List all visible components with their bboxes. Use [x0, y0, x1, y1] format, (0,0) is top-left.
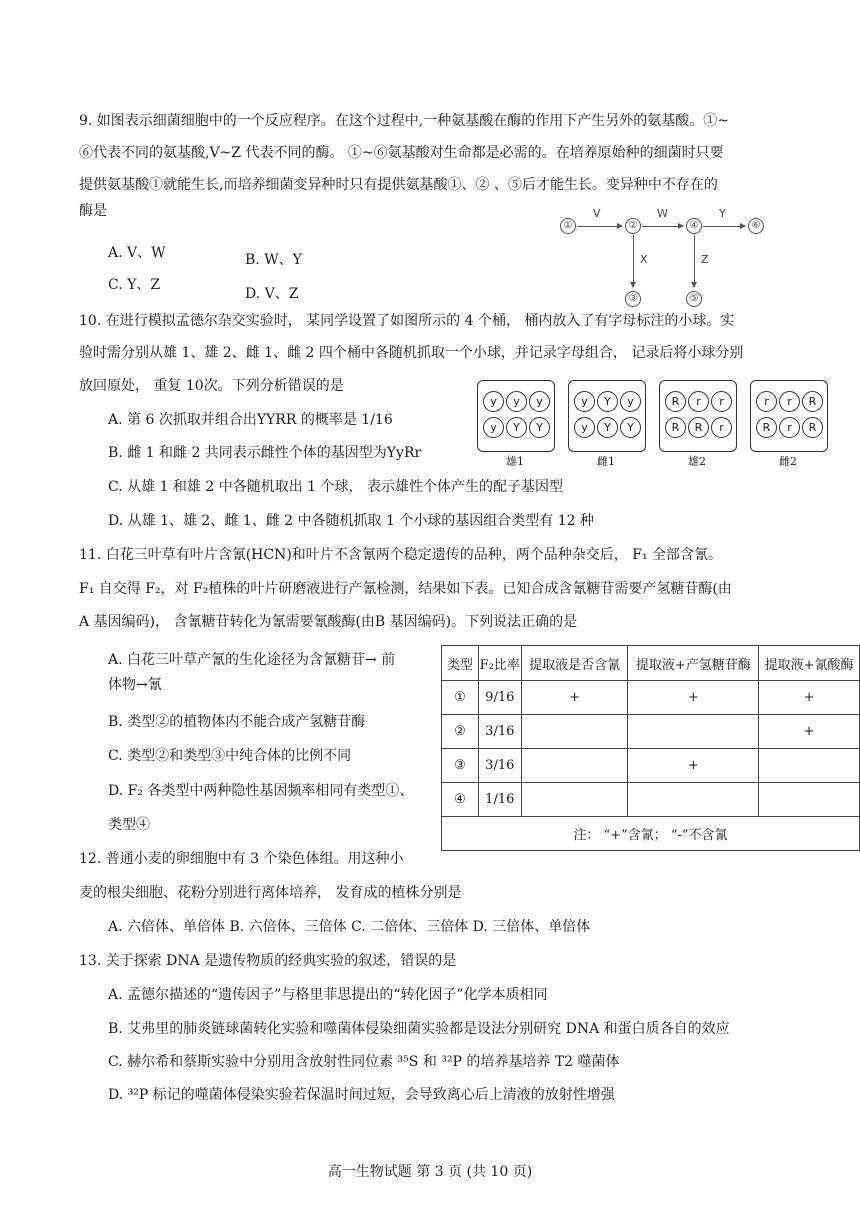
header-ratio: F₂比率 — [478, 646, 521, 681]
q9-line1: 9. 如图表示细菌细胞中的一个反应程序。在这个过程中,一种氨基酸在酶的作用下产生另外的氨基酸。①~ — [79, 113, 729, 129]
ball: R — [665, 391, 686, 412]
q11-option-c: C. 类型②和类型③中纯合体的比例不同 — [108, 748, 352, 764]
q12-line1: 12. 普通小麦的卵细胞中有 3 个染色体组。用这种小 — [79, 851, 404, 867]
ball: r — [779, 391, 800, 412]
bucket-label: 雌2 — [779, 455, 797, 468]
amino-acid-pathway-diagram — [555, 205, 770, 315]
q9-option-a: A. V、W — [108, 245, 166, 261]
ball: Y — [597, 391, 618, 412]
ball: R — [802, 391, 823, 412]
q11-line1: 11. 白花三叶草有叶片含氰(HCN)和叶片不含氰两个稳定遗传的品种，两个品种杂交后， F₁ 全部含氰。 — [79, 547, 723, 563]
pathway-node-3: ③ — [625, 291, 641, 307]
ball: r — [756, 391, 777, 412]
pathway-node-6: ⑥ — [748, 218, 764, 234]
table-cell — [628, 715, 759, 749]
enzyme-y-label: Y — [719, 207, 726, 220]
table-cell: ② — [442, 715, 479, 749]
table-cell — [759, 783, 860, 817]
table-cell: ③ — [442, 749, 479, 783]
ball: y — [620, 391, 641, 412]
ball: r — [779, 417, 800, 438]
bucket-female-1 — [568, 380, 646, 452]
ball: r — [688, 391, 709, 412]
header-extract-plus-cyanase: 提取液+氰酸酶 — [759, 646, 860, 681]
ball: R — [802, 417, 823, 438]
q11-option-d-line1: D. F₂ 各类型中两种隐性基因频率相同有类型①、 — [108, 783, 414, 799]
q10-option-d: D. 从雄 1、雄 2、雌 1、雌 2 中各随机抓取 1 个小球的基因组合类型有 12 种 — [108, 513, 595, 529]
enzyme-x-label: X — [640, 253, 648, 266]
arrow-y — [703, 226, 745, 227]
table-cell — [628, 783, 759, 817]
enzyme-v-label: V — [593, 207, 601, 220]
table-row — [442, 749, 860, 783]
ball: y — [574, 417, 595, 438]
q11-option-a-line2: 体物→氰 — [108, 677, 162, 693]
q10-option-a: A. 第 6 次抓取并组合出YYRR 的概率是 1/16 — [108, 412, 393, 428]
bucket-label: 雄2 — [688, 455, 706, 468]
table-cell: ④ — [442, 783, 479, 817]
pathway-node-5: ⑤ — [686, 291, 702, 307]
pathway-node-2: ② — [625, 218, 641, 234]
cyanide-test-table — [441, 645, 860, 851]
arrow-x — [633, 235, 634, 287]
table-cell: 1/16 — [478, 783, 521, 817]
q11-line3: A 基因编码)， 含氰糖苷转化为氰需要氰酸酶(由B 基因编码)。下列说法正确的是 — [79, 614, 578, 630]
ball: Y — [529, 417, 550, 438]
table-cell: 9/16 — [478, 681, 521, 715]
q13-option-d: D. ³²P 标记的噬菌体侵染实验若保温时间过短，会导致离心后上清液的放射性增强 — [108, 1087, 615, 1103]
q11-option-a-line1: A. 白花三叶草产氰的生化途径为含氰糖苷→ 前 — [108, 652, 396, 668]
table-cell: + — [759, 715, 860, 749]
ball: Y — [597, 417, 618, 438]
table-cell — [521, 715, 628, 749]
ball: r — [711, 391, 732, 412]
q9-line2: ⑥代表不同的氨基酸,V~Z 代表不同的酶。 ①~⑥氨基酸对生命都是必需的。在培养原始种的细菌时只要 — [79, 145, 724, 161]
q10-option-b: B. 雌 1 和雌 2 共同表示雌性个体的基因型为YyRr — [108, 445, 422, 461]
ball: Y — [620, 417, 641, 438]
q13-option-c: C. 赫尔希和蔡斯实验中分别用含放射性同位素 ³⁵S 和 ³²P 的培养基培养 T2 噬菌体 — [108, 1054, 620, 1070]
q13-option-a: A. 孟德尔描述的“遗传因子”与格里菲思提出的“转化因子”化学本质相同 — [108, 987, 548, 1003]
q10-line3: 放回原处， 重复 10次。下列分析错误的是 — [79, 378, 344, 394]
table-note: 注： “+”含氰； “-”不含氰 — [442, 817, 860, 851]
header-type: 类型 — [442, 646, 479, 681]
table-row — [442, 715, 860, 749]
q9-option-b: B. W、Y — [245, 252, 302, 268]
table-row — [442, 681, 860, 715]
ball: y — [574, 391, 595, 412]
enzyme-z-label: Z — [701, 253, 709, 266]
table-cell: 3/16 — [478, 715, 521, 749]
arrow-w — [642, 226, 683, 227]
table-cell — [521, 749, 628, 783]
table-cell — [759, 749, 860, 783]
header-extract: 提取液是否含氰 — [521, 646, 628, 681]
pathway-node-1: ① — [560, 218, 576, 234]
table-header-row — [442, 646, 860, 681]
pathway-node-4: ④ — [686, 218, 702, 234]
ball: R — [665, 417, 686, 438]
page-footer: 高一生物试题 第 3 页 (共 10 页) — [327, 1164, 533, 1180]
ball: y — [483, 417, 504, 438]
q9-option-c: C. Y、Z — [108, 277, 161, 293]
q11-line2: F₁ 自交得 F₂，对 F₂植株的叶片研磨液进行产氰检测，结果如下表。已知合成含氰糖苷需要产氢糖苷酶(由 — [79, 581, 732, 597]
table-cell: + — [628, 681, 759, 715]
ball: y — [483, 391, 504, 412]
table-row — [442, 783, 860, 817]
bucket-male-2 — [659, 380, 737, 452]
ball: y — [529, 391, 550, 412]
table-note-row — [442, 817, 860, 851]
ball: Y — [506, 417, 527, 438]
q9-line3: 提供氨基酸①就能生长,而培养细菌变异种时只有提供氨基酸①、② 、⑤后才能生长。变异种中不存在的 — [79, 177, 718, 193]
bucket-female-2 — [750, 380, 828, 452]
bucket-label: 雌1 — [597, 455, 615, 468]
q11-option-b: B. 类型②的植物体内不能合成产氢糖苷酶 — [108, 714, 366, 730]
q13-line1: 13. 关于探索 DNA 是遗传物质的经典实验的叙述，错误的是 — [79, 953, 457, 969]
q10-option-c: C. 从雄 1 和雄 2 中各随机取出 1 个球， 表示雄性个体产生的配子基因型 — [108, 479, 563, 495]
ball: R — [756, 417, 777, 438]
q10-line1: 10. 在进行模拟孟德尔杂交实验时， 某同学设置了如图所示的 4 个桶， 桶内放入了有字母标注的小球。实 — [79, 313, 735, 329]
q9-line4: 酶是 — [79, 203, 107, 219]
table-cell: 3/16 — [478, 749, 521, 783]
arrow-v — [577, 226, 622, 227]
table-cell: + — [521, 681, 628, 715]
enzyme-w-label: W — [657, 207, 668, 220]
table-cell: + — [628, 749, 759, 783]
header-extract-plus-glycosidase: 提取液+产氢糖苷酶 — [628, 646, 759, 681]
q12-options: A. 六倍体、单倍体 B. 六倍体、三倍体 C. 二倍体、三倍体 D. 三倍体、单倍体 — [108, 919, 591, 935]
table-cell: + — [759, 681, 860, 715]
ball: R — [688, 417, 709, 438]
q10-line2: 验时需分别从雄 1、雄 2、雌 1、雌 2 四个桶中各随机抓取一个小球，并记录字母组合， 记录后将小球分别 — [79, 345, 744, 361]
q13-option-b: B. 艾弗里的肺炎链球菌转化实验和噬菌体侵染细菌实验都是设法分别研究 DNA 和蛋白质各自的效应 — [108, 1021, 730, 1037]
bucket-label: 雄1 — [506, 455, 524, 468]
q9-option-d: D. V、Z — [245, 286, 299, 302]
ball: r — [711, 417, 732, 438]
table-cell: ① — [442, 681, 479, 715]
q11-option-d-line2: 类型④ — [108, 817, 150, 833]
arrow-z — [694, 235, 695, 287]
table-cell — [521, 783, 628, 817]
bucket-male-1 — [477, 380, 555, 452]
ball: y — [506, 391, 527, 412]
q12-line2: 麦的根尖细胞、花粉分别进行离体培养， 发育成的植株分别是 — [79, 885, 462, 901]
